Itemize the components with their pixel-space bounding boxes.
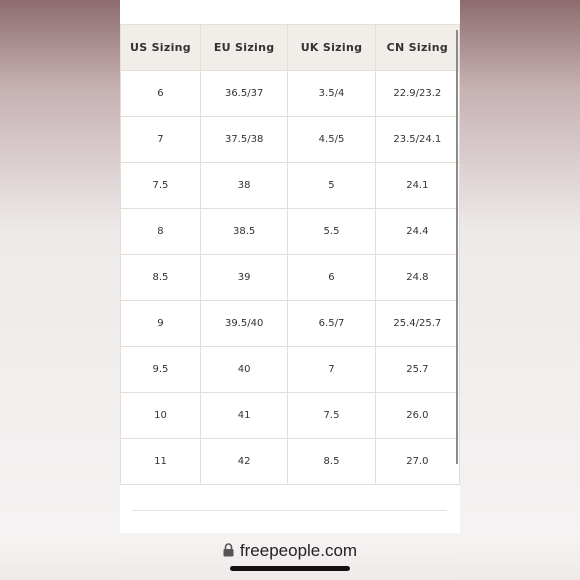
url-text: freepeople.com [239, 541, 358, 560]
cell-eu: 39.5/40 [200, 301, 287, 347]
cell-uk: 8.5 [288, 439, 375, 485]
cell-us: 7 [121, 117, 201, 163]
cell-uk: 4.5/5 [288, 117, 375, 163]
table-row [121, 347, 460, 393]
lock-icon [223, 542, 234, 562]
cell-us: 11 [121, 439, 201, 485]
cell-cn: 24.8 [375, 255, 459, 301]
home-indicator[interactable] [230, 566, 350, 571]
cell-uk: 7 [288, 347, 375, 393]
right-background [460, 0, 580, 580]
size-chart-table [120, 24, 460, 485]
cell-uk: 5 [288, 163, 375, 209]
cell-cn: 23.5/24.1 [375, 117, 459, 163]
table-header-row [121, 25, 460, 71]
table-row [121, 117, 460, 163]
cell-cn: 27.0 [375, 439, 459, 485]
header-eu-sizing: EU Sizing [200, 25, 287, 71]
cell-eu: 41 [200, 393, 287, 439]
url-display[interactable] [0, 541, 580, 562]
cell-cn: 24.4 [375, 209, 459, 255]
table-row [121, 209, 460, 255]
cell-uk: 6.5/7 [288, 301, 375, 347]
table-scrollbar[interactable] [456, 30, 458, 464]
table-row [121, 163, 460, 209]
header-uk-sizing: UK Sizing [288, 25, 375, 71]
cell-cn: 25.7 [375, 347, 459, 393]
size-chart-page[interactable] [120, 0, 460, 580]
table-row [121, 71, 460, 117]
cell-us: 8 [121, 209, 201, 255]
cell-uk: 3.5/4 [288, 71, 375, 117]
cell-us: 10 [121, 393, 201, 439]
table-row [121, 393, 460, 439]
cell-us: 6 [121, 71, 201, 117]
header-us-sizing: US Sizing [121, 25, 201, 71]
cell-eu: 38 [200, 163, 287, 209]
cell-eu: 38.5 [200, 209, 287, 255]
cell-uk: 7.5 [288, 393, 375, 439]
cell-uk: 6 [288, 255, 375, 301]
cell-us: 9 [121, 301, 201, 347]
cell-eu: 37.5/38 [200, 117, 287, 163]
cell-eu: 40 [200, 347, 287, 393]
cell-us: 8.5 [121, 255, 201, 301]
cell-uk: 5.5 [288, 209, 375, 255]
table-row [121, 301, 460, 347]
cell-cn: 25.4/25.7 [375, 301, 459, 347]
left-background [0, 0, 120, 580]
cell-eu: 39 [200, 255, 287, 301]
header-cn-sizing: CN Sizing [375, 25, 459, 71]
cell-eu: 42 [200, 439, 287, 485]
section-divider [132, 510, 447, 511]
cell-eu: 36.5/37 [200, 71, 287, 117]
cell-cn: 24.1 [375, 163, 459, 209]
table-row [121, 255, 460, 301]
cell-us: 9.5 [121, 347, 201, 393]
cell-cn: 26.0 [375, 393, 459, 439]
cell-us: 7.5 [121, 163, 201, 209]
table-row [121, 439, 460, 485]
cell-cn: 22.9/23.2 [375, 71, 459, 117]
